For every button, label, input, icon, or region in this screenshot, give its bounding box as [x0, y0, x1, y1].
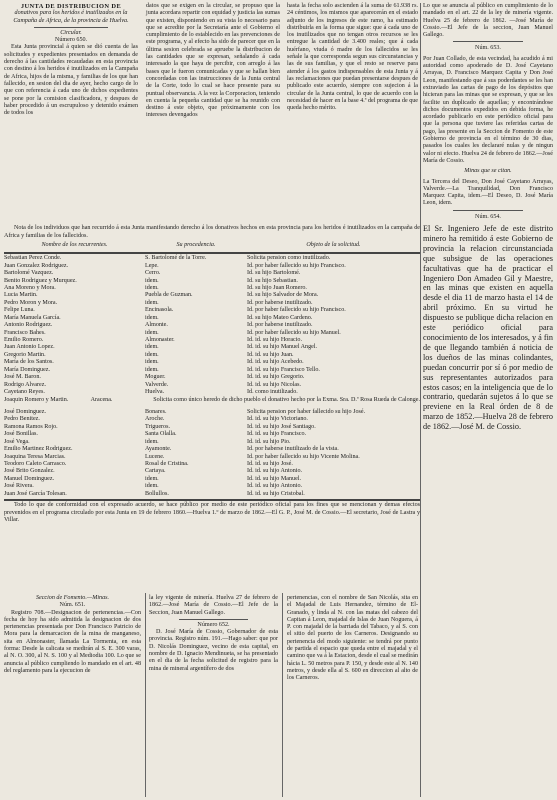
recurrentes-table — [4, 225, 420, 525]
procedencia: Ayamonte. — [145, 446, 172, 453]
table-row — [4, 344, 420, 351]
objeto-solicitud: Id. su hijo Salvador de Mora. — [247, 292, 319, 299]
objeto-solicitud: Id. id. su hijo Horacio. — [247, 337, 303, 343]
anuncio-p1: Lo que se anuncia al público en cumplimiento de lo mandado en el art. 22 de la ley de minería vigente. Huelva 25 de febrero de 1862. —José María de Cossio.—El Jefe de la seccion, Juan Manuel Gallego. — [423, 3, 553, 39]
table-row — [4, 315, 420, 322]
procedencia: Moguer. — [145, 374, 166, 381]
circular-number: Número 650. — [54, 37, 88, 44]
recurrente-name: José Vega. — [4, 438, 30, 445]
anuncio-p2: Por Juan Collado, de esta vecindad, ha acudido á mi autoridad como apoderado de D. José Cayetano Arrayas, D. Francisco Marquez Capita y Don José Leon, manifestando que á sus poderdantes se les han extraviado las cartas de pago de los depósitos que hicieran para las minas que se expresan, y que se les facilite un duplicado de aquellas; y encontrándose dichos documentos expedidos en debida forma, he acordado publicarlo en este periódico oficial para que la persona que tuviere las referidas cartas de pago, las presente en la Seccion de Fomento de este Gobierno de provincia en el término de 30 dias, pasados los cuales les declararé nulas y de ningun valor ni efecto. Huelva 24 de febrero de 1862.—José María de Cossio. — [423, 55, 553, 164]
recurrente-name: Manuel Dominguez. — [4, 475, 55, 482]
table-group-1 — [4, 255, 420, 404]
objeto-solicitud: Id. su hijo Sebastian. — [247, 277, 298, 284]
table-row — [4, 285, 420, 292]
recurrente-name: Cayetano Reyes. — [4, 389, 45, 396]
objeto-solicitud: Id. id. su hijo José. — [247, 461, 293, 467]
procedencia: Rosal de Cristina. — [145, 461, 189, 467]
minas-column-2 — [149, 595, 278, 797]
recurrente-name: José Rivera. — [4, 483, 34, 490]
objeto-solicitud: Id. su hijo Juan Romero. — [247, 284, 307, 291]
procedencia: Lepe. — [145, 262, 159, 269]
recurrente-name: Bartolomé Vazquez. — [4, 270, 54, 277]
circular-label: Circular. — [60, 29, 82, 36]
header-procedencia: Su procedencia. — [176, 242, 216, 249]
procedencia: Aracena. — [90, 396, 113, 403]
objeto-solicitud: Id. por haber fallecido su hijo Francisco. — [247, 262, 346, 269]
table-row — [4, 359, 420, 366]
recurrente-name: Joaquin Romero y Martin. — [4, 396, 69, 403]
objeto-solicitud: Id. id. su hijo Acebedo. — [247, 359, 304, 366]
anuncio-p3: La Tercera del Deseo, Don José Cayetano Arrayas, Valverde.—La Tranquilidad, Don Francisco Marquez Capita, idem.—El Deseo, D. José María Leon, idem. — [423, 178, 553, 207]
divider — [179, 619, 248, 620]
recurrente-name: Juan Antonio Lopez. — [4, 344, 55, 351]
column-rule — [145, 593, 146, 797]
table-row — [4, 255, 420, 262]
divider — [453, 210, 523, 211]
table-row — [4, 382, 420, 389]
objeto-solicitud: Id. id. su hijo Francisco Tello. — [247, 366, 320, 373]
header-rule — [4, 252, 420, 254]
recurrente-name: Felipe Luna. — [4, 307, 35, 314]
numero-653: Núm. 653. — [475, 45, 501, 52]
circular-column-3 — [287, 3, 418, 221]
procedencia: Lucene. — [145, 453, 165, 460]
circular-column-2 — [146, 3, 280, 221]
recurrente-name: Teodoro Caleto Carrasco. — [4, 461, 67, 467]
procedencia: idem. — [145, 359, 159, 366]
recurrente-name: Juan José García Tolesan. — [4, 490, 67, 497]
table-row — [4, 263, 420, 270]
junta-title: JUNTA DE DISTRIBUCION DE — [20, 3, 122, 10]
objeto-solicitud: Id. su hijo Bartolomé. — [247, 270, 301, 277]
objeto-solicitud: Id. su hijo Mateo Cardeno. — [247, 314, 313, 321]
objeto-solicitud: Id. por haberse inutilizado. — [247, 299, 313, 306]
registro-191: D. José María de Cossio, Gobernador de esta provincia. Registro núm. 191.—Hago saber: que por D. Nicolás Dominguez, vecino de esta capital, en nombre de D. Ignacio Mendinueta, se ha presentado en el dia de la fecha solicitud de registro para la mina de mineral argentífero de dos — [149, 629, 278, 672]
objeto-solicitud: Id. por haberse inutilizado de la vista. — [247, 446, 339, 453]
table-header — [4, 240, 420, 251]
header-nombre: Nombre de los recurrentes. — [41, 242, 108, 249]
registro-708: Registro 708.—Designacion de pertenencias.—Con fecha de hoy ha sido admitida la designacion de dos pertenencias presentada por Don Francisco Patricio de Mora para la demarcacion de la mina de manganeso, sita en Almonaster, llamada La Tormenta, en esta forma: Desde la calicata se medirán al S. E. 300 varas, al N. O. 300, al N. S. 100 y al Mediodia 100. Lo que se anuncia al público cumpliendo lo mandado en el art. 48 del reglamento para la ejecucion de — [4, 609, 141, 674]
procedencia: idem. — [145, 351, 159, 358]
objeto-solicitud: Id. como inutilizado. — [247, 389, 298, 396]
numero-651: Núm. 651. — [59, 602, 86, 609]
procedencia: idem. — [145, 314, 159, 321]
recurrente-name: Benito Rodriguez y Murquez. — [4, 277, 77, 284]
table-footer: Todo lo que de conformidad con el expresado acuerdo, se hace público por medio de este periódico oficial para los fines que se mencionan y demas efectos prevenidos en el programa circulado por esta Junta en 19 de febrero 1860.—Huelva 1.º de marzo de 1862.—El G. P., José M. de Cossio.—El secretario, José de Lastra y Villar. — [4, 502, 420, 524]
procedencia: Trigueros. — [145, 423, 170, 430]
procedencia: Santa Olalla. — [145, 431, 177, 438]
procedencia: idem. — [145, 366, 159, 373]
objeto-solicitud: Id. por haber fallecido su hijo Vicente Molina. — [247, 453, 360, 460]
objeto-solicitud: Id. id. su hijo Pio. — [247, 438, 291, 445]
recurrente-name: José M. Baron. — [4, 374, 41, 381]
objeto-solicitud: Id. id. su hijo Manuel Angel. — [247, 344, 318, 351]
table-row — [4, 439, 420, 446]
recurrente-name: Ramona Ramos Rojo. — [4, 423, 58, 430]
table-row — [4, 409, 420, 416]
table-row — [4, 416, 420, 423]
recurrente-name: José Dominguez. — [4, 408, 46, 415]
table-row — [4, 374, 420, 381]
table-row — [4, 307, 420, 314]
procedencia: Bollullos. — [145, 490, 169, 497]
procedencia: Bonares. — [145, 408, 167, 415]
numero-654: Núm. 654. — [475, 213, 501, 220]
recurrente-name: Pedro Moron y Mora. — [4, 299, 58, 306]
recurrente-name: María Manuela García. — [4, 314, 61, 321]
table-note: Nota de los individuos que han recurrido á esta Junta manifestando derecho á los donativos hechos en esta provincia para los heridos é inutilizados en la campaña de Africa y familias de los fallecidos. — [4, 225, 420, 239]
recurrente-name: Francisco Bahes. — [4, 329, 46, 336]
table-row — [4, 278, 420, 285]
procedencia: idem. — [145, 475, 159, 482]
recurrente-name: Emilio Romero. — [4, 337, 44, 343]
table-row — [4, 270, 420, 277]
procedencia: idem. — [145, 483, 159, 490]
recurrente-name: María de los Santos. — [4, 359, 54, 366]
objeto-solicitud: Solicita pension como inutilizado. — [247, 255, 331, 262]
table-row — [4, 468, 420, 475]
recurrente-name: Lucia Martin. — [4, 292, 38, 299]
recurrente-name: Rodrigo Alvarez. — [4, 381, 46, 388]
circular-body-1: Esta Junta provincial á quien se dió cuenta de las solicitudes y expedientes presentados en demanda de derecho á las cantidades recaudadas en esta provincia con destino á los heridos é inutilizados en la Campaña de Africa, hijos de la misma, y familias de los que han fallecido, en sesion del dia de ayer, hecho cargo de lo que con referencia á cada uno de dichos expedientes se pone por la comision clasificadora, y despues de haber procedido á un escrupuloso y detenido exámen de todos los — [4, 44, 138, 117]
recurrente-name: María Dominguez. — [4, 366, 51, 373]
procedencia: idem. — [145, 284, 159, 291]
fomento-section: Seccion de Fomento.—Minas. — [35, 595, 110, 601]
procedencia: idem. — [145, 329, 159, 336]
objeto-solicitud: Id. id. su hijo Francisco. — [247, 431, 307, 438]
table-row — [4, 367, 420, 374]
procedencia: Puebla de Guzman. — [145, 292, 193, 299]
minas-column-1 — [4, 595, 141, 797]
procedencia: idem. — [145, 344, 159, 351]
objeto-solicitud: Id. id. su hijo Cristobal. — [247, 490, 305, 497]
recurrente-name: Emilio Martinez Rodriguez. — [4, 446, 73, 453]
minas-citadas-heading: Minas que se citan. — [464, 168, 512, 175]
recurrente-name: Joaquina Teresa Marcias. — [4, 453, 66, 460]
recurrente-name: Ana Moreno y Mora. — [4, 284, 56, 291]
junta-intro: donativos para los heridos é inutilizados en la Campaña de Africa, de la provincia de Huelva. — [13, 10, 129, 24]
table-row — [4, 397, 420, 404]
column-rule — [282, 593, 283, 797]
header-objeto: Objeto de la solicitud. — [306, 242, 361, 249]
procedencia: S. Bartolomé de la Torre. — [145, 255, 207, 262]
procedencia: idem. — [145, 277, 159, 284]
objeto-solicitud: Id. id. su hijo José Santiago. — [247, 423, 316, 430]
circular-column-1 — [4, 3, 138, 221]
minas-column-3 — [287, 595, 418, 797]
procedencia: Cerro. — [145, 270, 161, 277]
table-row — [4, 337, 420, 344]
procedencia: Valverde. — [145, 381, 169, 388]
objeto-solicitud: Id. id. su hijo Gregorio. — [247, 374, 305, 381]
table-row — [4, 352, 420, 359]
recurrente-name: José Brito Gonzalez. — [4, 468, 55, 475]
divider — [34, 27, 108, 28]
procedencia: Almonte. — [145, 322, 168, 329]
table-row — [4, 491, 420, 498]
table-row — [4, 454, 420, 461]
table-row — [4, 292, 420, 299]
recurrente-name: José Bonillas. — [4, 431, 38, 438]
procedencia: idem. — [145, 299, 159, 306]
column-rule — [420, 3, 421, 797]
recurrente-name: Pedro Benitez. — [4, 416, 40, 423]
gallego-signature-block: la ley vigente de minería. Huelva 27 de febrero de 1862.—José María de Cossio.—El Jefe de la Seccion, Juan Manuel Gallego. — [149, 595, 278, 616]
objeto-solicitud: Solicita como único heredo de dicho pueblo el donativo hecho por la Exma. Sra. D.ª Rosa Rueda de Calonge. — [153, 396, 420, 403]
numero-652: Número 652. — [197, 621, 230, 628]
recurrente-name: Sebastian Perez Conde. — [4, 255, 62, 262]
procedencia: Aroche. — [145, 416, 165, 423]
objeto-solicitud: Id. por haber fallecido su hijo Manuel. — [247, 329, 341, 336]
table-row — [4, 461, 420, 468]
divider — [453, 41, 523, 42]
objeto-solicitud: Id. id. su hijo Antonio. — [247, 483, 303, 490]
circular-body-3: hasta la fecha solo ascienden á la suma de 61.938 rs. 24 céntimos, los mismos que aparecerán en el estado adjunto de los ingresos de este ramo, ha estimado distribuirla en la forma que sigue: que á cada uno de los inutilizados que no tengan otros recursos se les entregue la cantidad de 3.400 reales; que á cada huérfano, viuda ó madre de los fallecidos se les señale la que corresponda segun sus circunstancias y las de sus familias, y que el resto se reserve para atender á los gastos indispensables de esta Junta y á las reclamaciones que puedan presentarse despues de publicado este acuerdo, siempre con sujecion á la circular de la Junta central, lo que de acuerdo con la necesidad de hacer en la base 4.ª del programa de que queda hecho mérito. — [287, 3, 418, 112]
procedencia: Encinasola. — [145, 307, 174, 314]
procedencia: Huelva. — [145, 389, 165, 396]
objeto-solicitud: Id. id. su hijo Nicolas. — [247, 381, 301, 388]
footer-rule — [4, 499, 420, 501]
newspaper-page — [4, 3, 553, 797]
table-row — [4, 322, 420, 329]
objeto-solicitud: Id. id. su hijo Juan. — [247, 351, 294, 358]
table-row — [4, 446, 420, 453]
table-row — [4, 300, 420, 307]
table-group-2 — [4, 409, 420, 498]
table-row — [4, 431, 420, 438]
recurrente-name: Juan Gonzalez Rodriguez. — [4, 262, 69, 269]
right-column — [423, 3, 553, 797]
recurrente-name: Antonio Rodriguez. — [4, 322, 53, 329]
table-row — [4, 476, 420, 483]
recurrente-name: Gregorio Martin. — [4, 351, 46, 358]
objeto-solicitud: Id. por haberse inutilizado. — [247, 322, 313, 329]
objeto-solicitud: Id. id. su hijo Manuel. — [247, 475, 301, 482]
objeto-solicitud: Id. por haber fallecido su hijo Francisco. — [247, 307, 346, 314]
objeto-solicitud: Id. id. su hijo Antonio. — [247, 468, 303, 475]
objeto-solicitud: Solicita pension por haber fallecido su hijo José. — [247, 408, 366, 415]
circular-body-2: datos que se exigen en la circular, se propuso que la junta acordara repartir con equidad y justicia las sumas que existen, disponiendo en su vista lo necesario para que se acredite por la Secretaría ante el Gobierno el cumplimiento de lo establecido en las prevenciones de este programa, y al efecto ha sido de parecer que en la última sesion celebrada se apruebe la distribucion de las cantidades que se expresan, señalando á cada interesado la que haya de percibir, con arreglo á las bases que le fueron comunicadas y que se hallan bien concordadas con las instrucciones de la Junta central de la Corte, todo lo cual se hace presente para su puntual observancia. A la vez la Corporacion, teniendo en cuenta la pequeña cantidad que se ha reunido con destino á este objeto, que próximamente con los intereses devengados — [146, 3, 281, 119]
table-row — [4, 330, 420, 337]
procedencia: idem. — [145, 438, 159, 445]
objeto-solicitud: Id. id. su hijo Victoriano. — [247, 416, 308, 423]
san-nicolas-text: pertenencias, con el nombre de San Nicolás, sita en el Majadal de Luis Hernandez, término de El-Granado, y linda al N. con las matas del cabezo del Capitan á Leon, majadal de Islas de Juan Noguera, á P. con majadal de la barriada del Tabaco, y al S. con el sitio del puerto de los Carneros. Designando su pertenencia del modo siguiente: se tendrá por punto de partida el espacio que queda entre el majadal y el camino que va á la Estacion, desde el cual se medirán hácia L. 50 metros para P. 150, y desde este al N. 140 metros, y desde ella al S. 600 en direccion al alto de los Carneros. — [287, 595, 418, 682]
table-row — [4, 424, 420, 431]
anuncio-p4: El Sr. Ingeniero Jefe de este distrito minero ha remitido á este Gobierno de provincia la relacion circunstanciada que subsigue de las operaciones facultativas que ha de practicar el Ingeniero Don Amadeo Gil y Maestre, en las minas que existen en aquella desde el dia 11 de marzo hasta el 14 de abril próximo. En su virtud he dispuesto se publique dicha relacion en este periódico oficial para conocimiento de los interesados, y á fin de que llegando también á noticia de los dueños de las minas colindantes, puedan concurrir por sí ó por medio de sus representantes autorizados para estos casos; en la inteligencia que de lo contrario, quedarán sujetos á lo que se previene en la Real órden de 8 de marzo de 1852.—Huelva 28 de febrero de 1862.—José M. de Cossio. — [423, 224, 553, 432]
procedencia: Almonaster. — [145, 337, 175, 343]
table-row — [4, 389, 420, 396]
table-row — [4, 483, 420, 490]
procedencia: Cartaya. — [145, 468, 166, 475]
